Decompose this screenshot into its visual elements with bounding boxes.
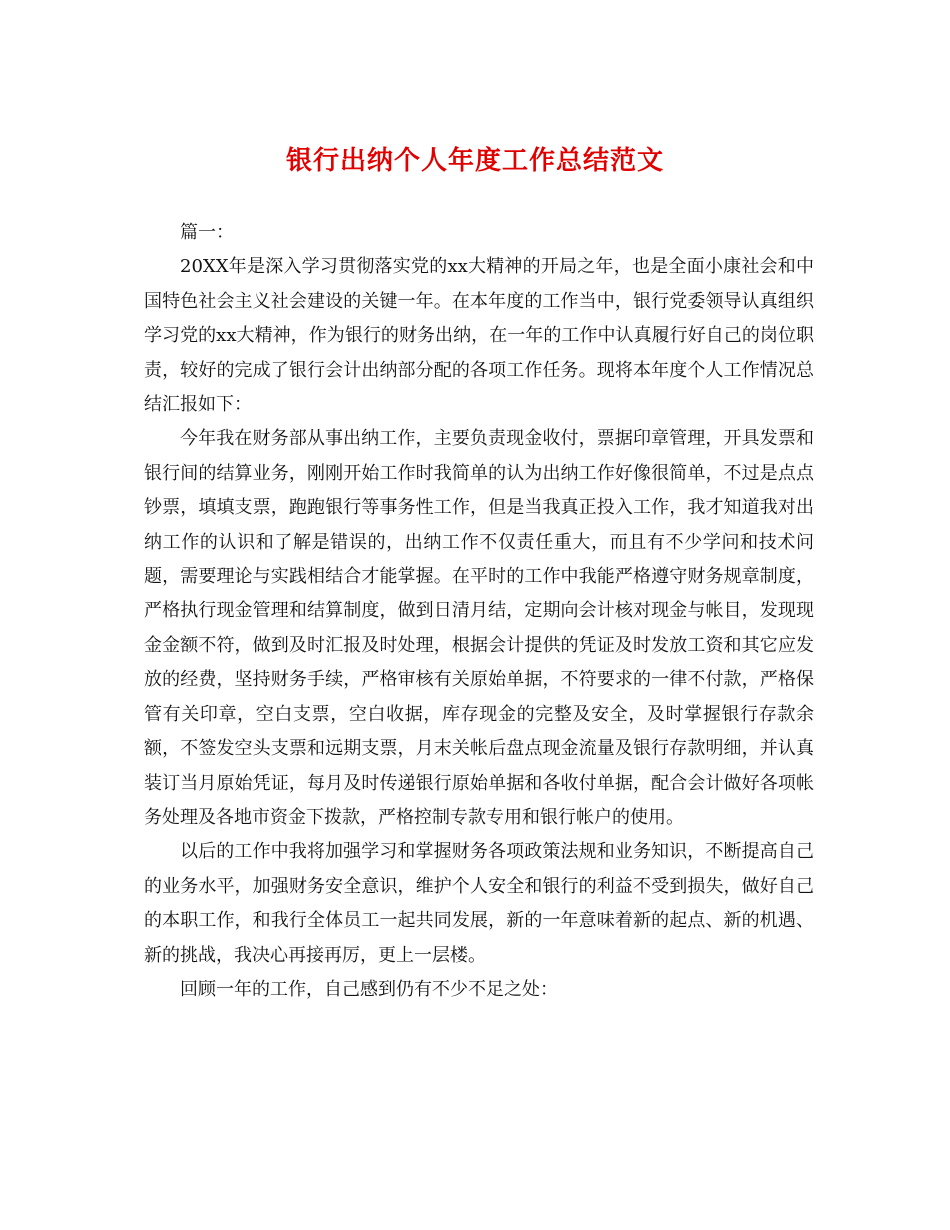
section-heading: 篇一： (180, 222, 234, 243)
document-body (144, 216, 814, 1007)
paragraph-review: 回顾一年的工作，自己感到仍有不少不足之处： (180, 978, 558, 1000)
paragraph-plans: 以后的工作中我将加强学习和掌握财务各项政策法规和业务知识，不断提高自己的业务水平，加强财务安全意识，维护个人安全和银行的利益不受到损失，做好自己的本职工作，和我行全体员工一起共同发展，新的一年意味着新的起点、新的机遇、新的挑战，我决心再接再厉，更上一层楼。 (144, 841, 814, 966)
document-title: 银行出纳个人年度工作总结范文 (285, 146, 664, 176)
paragraph-duties: 今年我在财务部从事出纳工作，主要负责现金收付，票据印章管理，开具发票和银行间的结算业务，刚刚开始工作时我简单的认为出纳工作好像很简单，不过是点点钞票，填填支票，跑跑银行等事务性工作，但是当我真正投入工作，我才知道我对出纳工作的认识和了解是错误的，出纳工作不仅责任重大，而且有不少学问和技术问题，需要理论与实践相结合才能掌握。在平时的工作中我能严格遵守财务规章制度，严格执行现金管理和结算制度，做到日清月结，定期向会计核对现金与帐目，发现现金金额不符，做到及时汇报及时处理，根据会计提供的凭证及时发放工资和其它应发放的经费，坚持财务手续，严格审核有关原始单据，不符要求的一律不付款，严格保管有关印章，空白支票，空白收据，库存现金的完整及安全，及时掌握银行存款余额，不签发空头支票和远期支票，月末关帐后盘点现金流量及银行存款明细，并认真装订当月原始凭证，每月及时传递银行原始单据和各收付单据，配合会计做好各项帐务处理及各地市资金下拨款，严格控制专款专用和银行帐户的使用。 (144, 428, 814, 828)
paragraph-intro: 20XX年是深入学习贯彻落实党的xx大精神的开局之年，也是全面小康社会和中国特色社会主义社会建设的关键一年。在本年度的工作当中，银行党委领导认真组织学习党的xx大精神，作为银行的财务出纳，在一年的工作中认真履行好自己的岗位职责，较好的完成了银行会计出纳部分配的各项工作任务。现将本年度个人工作情况总结汇报如下： (144, 256, 814, 416)
